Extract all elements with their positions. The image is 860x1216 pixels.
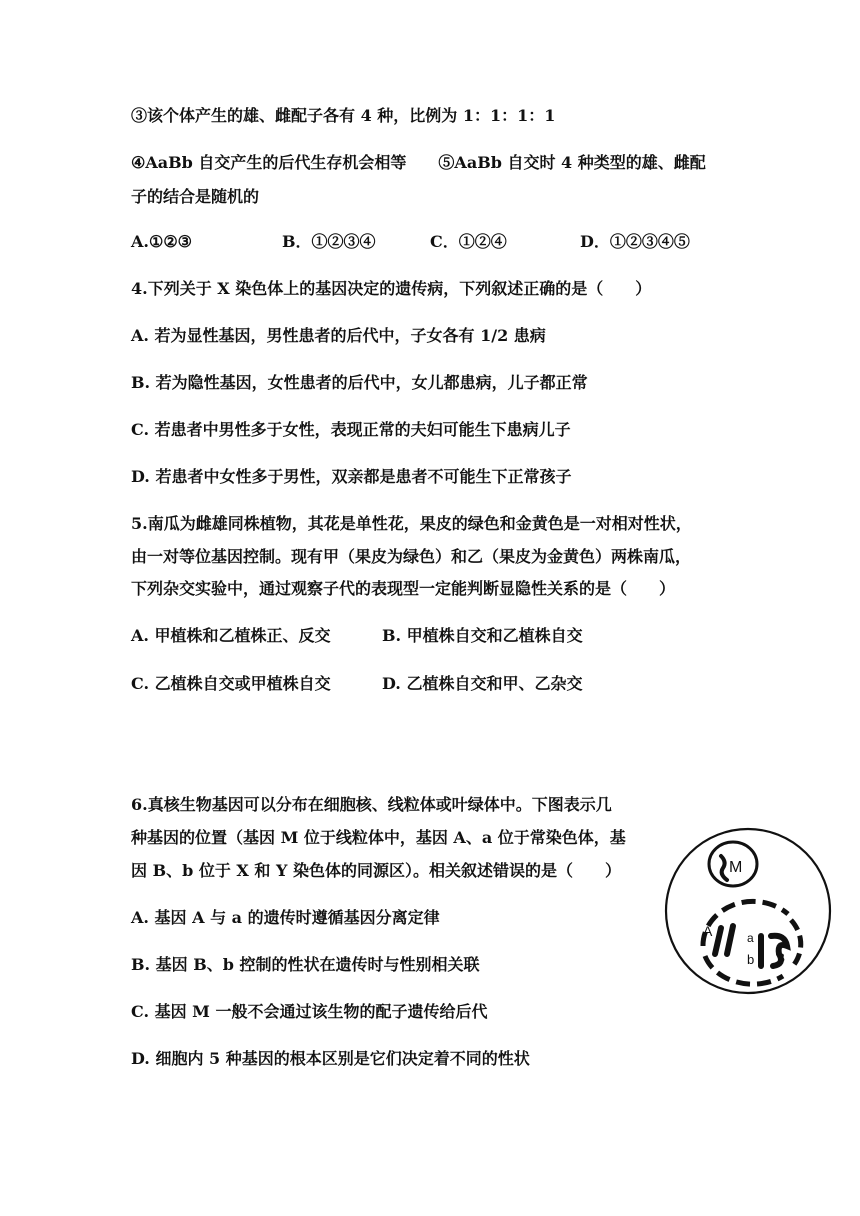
cell-diagram-svg xyxy=(663,826,833,996)
gene-small-a-label: a xyxy=(747,931,754,945)
q3-option-c: C．①②④ xyxy=(430,232,507,251)
mitochondrion-crista xyxy=(721,856,727,880)
q3-statement-4-5: ④AaBb 自交产生的后代生存机会相等 ⑤AaBb 自交时 4 种类型的雄、雌配 xyxy=(131,153,706,172)
nuclear-envelope-lower xyxy=(705,956,783,984)
q3-statement-5-cont: 子的结合是随机的 xyxy=(131,187,260,206)
gene-big-a-label: A xyxy=(703,923,713,939)
cell-diagram xyxy=(663,826,833,996)
q5-option-b: B. 甲植株自交和乙植株自交 xyxy=(382,626,583,645)
q3-option-b: B．①②③④ xyxy=(282,232,376,251)
q4-option-c: C. 若患者中男性多于女性，表现正常的夫妇可能生下患病儿子 xyxy=(131,420,571,439)
q5-stem-line-1: 5.南瓜为雌雄同株植物，其花是单性花，果皮的绿色和金黄色是一对相对性状， xyxy=(131,514,692,533)
q5-option-d: D. 乙植株自交和甲、乙杂交 xyxy=(382,674,583,693)
cell-membrane xyxy=(666,829,830,993)
gene-m-label: M xyxy=(729,859,743,876)
q5-stem-line-2: 由一对等位基因控制。现有甲（果皮为绿色）和乙（果皮为金黄色）两株南瓜， xyxy=(131,547,692,566)
chromosome-a-lower xyxy=(727,926,733,954)
q4-option-a: A. 若为显性基因，男性患者的后代中，子女各有 1/2 患病 xyxy=(131,326,546,345)
q6-stem-line-2: 种基因的位置（基因 M 位于线粒体中，基因 A、a 位于常染色体，基 xyxy=(131,828,626,847)
chromosome-a-upper xyxy=(715,928,721,954)
q6-option-c: C. 基因 M 一般不会通过该生物的配子遗传给后代 xyxy=(131,1002,488,1021)
q3-statement-3: ③该个体产生的雄、雌配子各有 4 种，比例为 1：1：1：1 xyxy=(131,106,556,125)
nuclear-envelope-right xyxy=(791,920,801,966)
q6-option-a: A. 基因 A 与 a 的遗传时遵循基因分离定律 xyxy=(131,908,440,927)
q5-option-c: C. 乙植株自交或甲植株自交 xyxy=(131,674,331,693)
q5-option-a: A. 甲植株和乙植株正、反交 xyxy=(131,626,331,645)
q5-stem-line-3: 下列杂交实验中，通过观察子代的表现型一定能判断显隐性关系的是（ ） xyxy=(131,579,676,598)
q6-stem-line-1: 6.真核生物基因可以分布在细胞核、线粒体或叶绿体中。下图表示几 xyxy=(131,795,612,814)
q6-option-b: B. 基因 B、b 控制的性状在遗传时与性别相关联 xyxy=(131,955,480,974)
q4-option-d: D. 若患者中女性多于男性，双亲都是患者不可能生下正常孩子 xyxy=(131,467,572,486)
q3-option-d: D．①②③④⑤ xyxy=(580,232,690,251)
q6-option-d: D. 细胞内 5 种基因的根本区别是它们决定着不同的性状 xyxy=(131,1049,530,1068)
q4-stem: 4.下列关于 X 染色体上的基因决定的遗传病，下列叙述正确的是（ ） xyxy=(131,279,652,298)
q3-option-a: A.①②③ xyxy=(131,232,193,251)
gene-big-b-label: B xyxy=(777,951,786,965)
q4-option-b: B. 若为隐性基因，女性患者的后代中，女儿都患病，儿子都正常 xyxy=(131,373,588,392)
gene-small-b-label: b xyxy=(747,952,755,967)
q6-stem-line-3: 因 B、b 位于 X 和 Y 染色体的同源区）。相关叙述错误的是（ ） xyxy=(131,861,621,880)
